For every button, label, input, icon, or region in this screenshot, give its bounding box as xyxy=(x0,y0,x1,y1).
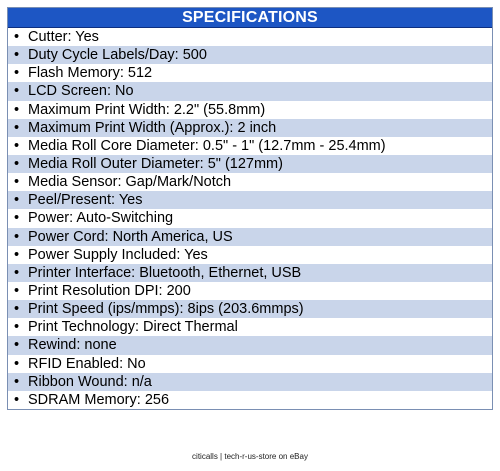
spec-text: Ribbon Wound: n/a xyxy=(28,373,152,390)
spec-row-cutter xyxy=(8,28,492,46)
bullet-icon: • xyxy=(14,264,20,281)
spec-text: Media Sensor: Gap/Mark/Notch xyxy=(28,174,232,191)
spec-row-ribbon-wound xyxy=(8,373,492,391)
spec-row-flash-memory xyxy=(8,64,492,82)
spec-row-max-print-width xyxy=(8,101,492,119)
bullet-icon: • xyxy=(14,228,20,245)
spec-row-media-roll-outer xyxy=(8,155,492,173)
spec-row-rfid-enabled xyxy=(8,355,492,373)
spec-text: Print Technology: Direct Thermal xyxy=(28,319,238,336)
spec-text: Peel/Present: Yes xyxy=(28,192,143,209)
spec-row-print-speed xyxy=(8,300,492,318)
bullet-icon: • xyxy=(14,83,20,100)
spec-row-rewind xyxy=(8,336,492,354)
bullet-icon: • xyxy=(14,119,20,136)
spec-text: Maximum Print Width (Approx.): 2 inch xyxy=(28,119,277,136)
spec-row-power-cord xyxy=(8,228,492,246)
spec-text: Duty Cycle Labels/Day: 500 xyxy=(28,47,207,64)
bullet-icon: • xyxy=(14,155,20,172)
spec-row-duty-cycle xyxy=(8,46,492,64)
spec-row-peel-present xyxy=(8,191,492,209)
spec-row-max-print-width-approx xyxy=(8,119,492,137)
bullet-icon: • xyxy=(14,192,20,209)
spec-row-media-sensor xyxy=(8,173,492,191)
spec-row-print-technology xyxy=(8,318,492,336)
bullet-icon: • xyxy=(14,391,20,408)
footer-credit: citicalls | tech-r-us-store on eBay xyxy=(192,452,308,461)
spec-text: Media Roll Outer Diameter: 5" (127mm) xyxy=(28,155,283,172)
spec-row-sdram-memory xyxy=(8,391,492,409)
bullet-icon: • xyxy=(14,319,20,336)
spec-row-print-resolution xyxy=(8,282,492,300)
spec-text: Print Resolution DPI: 200 xyxy=(28,282,191,299)
bullet-icon: • xyxy=(14,101,20,118)
specifications-table xyxy=(7,7,493,410)
spec-text: LCD Screen: No xyxy=(28,83,134,100)
spec-row-media-roll-core xyxy=(8,137,492,155)
bullet-icon: • xyxy=(14,355,20,372)
spec-text: Printer Interface: Bluetooth, Ethernet, USB xyxy=(28,264,302,281)
spec-text: Flash Memory: 512 xyxy=(28,65,153,82)
spec-text: SDRAM Memory: 256 xyxy=(28,391,170,408)
spec-text: Print Speed (ips/mmps): 8ips (203.6mmps) xyxy=(28,301,304,318)
spec-row-lcd-screen xyxy=(8,82,492,100)
spec-text: Power Cord: North America, US xyxy=(28,228,233,245)
spec-text: Media Roll Core Diameter: 0.5" - 1" (12.7mm - 25.4mm) xyxy=(28,137,386,154)
spec-row-power xyxy=(8,209,492,227)
bullet-icon: • xyxy=(14,47,20,64)
bullet-icon: • xyxy=(14,373,20,390)
spec-text: Maximum Print Width: 2.2" (55.8mm) xyxy=(28,101,266,118)
bullet-icon: • xyxy=(14,65,20,82)
bullet-icon: • xyxy=(14,174,20,191)
bullet-icon: • xyxy=(14,282,20,299)
spec-text: Power Supply Included: Yes xyxy=(28,246,208,263)
spec-list xyxy=(8,28,492,409)
bullet-icon: • xyxy=(14,29,20,45)
spec-row-power-supply xyxy=(8,246,492,264)
bullet-icon: • xyxy=(14,246,20,263)
spec-row-printer-interface xyxy=(8,264,492,282)
bullet-icon: • xyxy=(14,137,20,154)
spec-text: Power: Auto-Switching xyxy=(28,210,174,227)
bullet-icon: • xyxy=(14,337,20,354)
spec-text: Rewind: none xyxy=(28,337,117,354)
bullet-icon: • xyxy=(14,210,20,227)
spec-text: Cutter: Yes xyxy=(28,29,99,45)
bullet-icon: • xyxy=(14,301,20,318)
spec-text: RFID Enabled: No xyxy=(28,355,146,372)
specifications-header: SPECIFICATIONS xyxy=(8,8,492,28)
